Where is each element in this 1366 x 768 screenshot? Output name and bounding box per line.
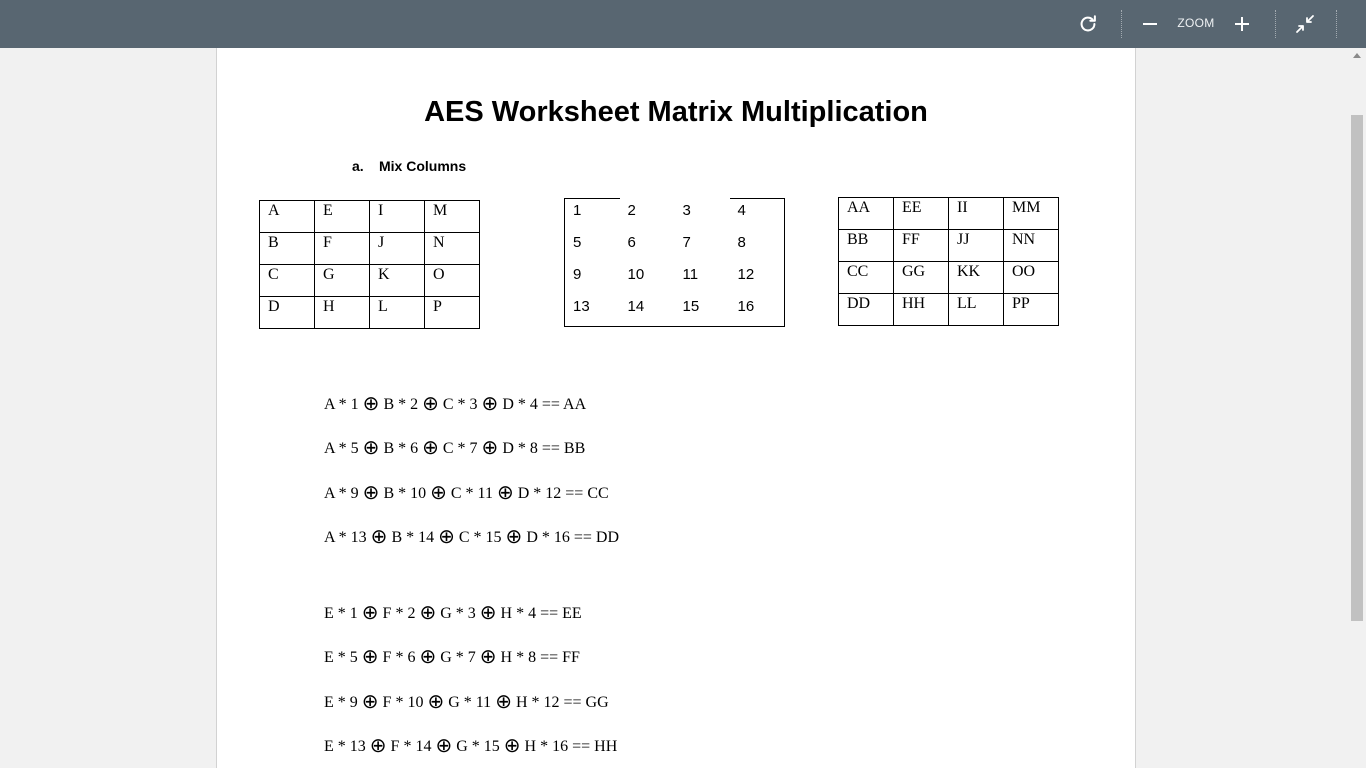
matrix-cell: E (315, 201, 370, 233)
matrix-cell: J (370, 233, 425, 265)
matrix-cell: 1 (565, 199, 620, 231)
matrix-cell: NN (1004, 230, 1059, 262)
toolbar-divider (1336, 10, 1338, 38)
equation-term: G * 7 (440, 649, 476, 666)
equation-term: G * 15 (456, 738, 500, 755)
equation-line (324, 435, 585, 460)
equation-term: C * 7 (442, 440, 478, 457)
xor-symbol: ⊕ (370, 526, 388, 548)
equation-line (324, 600, 582, 625)
matrix-row (260, 265, 480, 297)
equation-term: E * 5 (324, 649, 358, 666)
toolbar-divider (1275, 10, 1277, 38)
zoom-out-icon (1142, 16, 1158, 32)
matrix-cell: CC (839, 262, 894, 294)
equation-term: H * 16 == HH (524, 738, 618, 755)
matrix-cell: G (315, 265, 370, 297)
matrix-row (565, 263, 785, 295)
matrix-row (260, 201, 480, 233)
matrix-cell: K (370, 265, 425, 297)
xor-symbol: ⊕ (362, 437, 380, 459)
xor-symbol: ⊕ (481, 393, 499, 415)
mix-column-matrix (564, 198, 785, 327)
matrix-row (839, 262, 1059, 294)
xor-symbol: ⊕ (427, 691, 445, 713)
equation-term: D * 8 == BB (502, 440, 586, 457)
equation-term: E * 13 (324, 738, 366, 755)
matrix-row (260, 233, 480, 265)
xor-symbol: ⊕ (479, 602, 497, 624)
matrix-cell: 11 (682, 265, 699, 283)
equation-term: B * 2 (383, 396, 419, 413)
equation-term: B * 10 (383, 485, 427, 502)
equation-term: F * 2 (382, 605, 416, 622)
section-marker: a. (352, 158, 364, 174)
matrix-cell: 14 (627, 297, 645, 315)
matrix-cell: 5 (565, 231, 620, 263)
document-page (216, 48, 1136, 768)
matrix-cell: F (315, 233, 370, 265)
equation-term: A * 5 (324, 440, 359, 457)
section-heading (352, 158, 466, 174)
matrix-row (565, 231, 785, 263)
equation-term: D * 12 == CC (517, 485, 609, 502)
xor-symbol: ⊕ (361, 646, 379, 668)
xor-symbol: ⊕ (419, 646, 437, 668)
section-title: Mix Columns (379, 158, 467, 174)
matrix-cell: DD (839, 294, 894, 326)
xor-symbol: ⊕ (422, 437, 439, 459)
xor-symbol: ⊕ (369, 735, 387, 757)
zoom-in-button[interactable] (1226, 8, 1258, 40)
equation-term: C * 3 (442, 396, 478, 413)
equation-term: C * 15 (458, 529, 502, 546)
rotate-icon (1077, 13, 1099, 35)
matrix-cell: 2 (627, 201, 636, 219)
xor-symbol: ⊕ (435, 735, 453, 757)
equation-term: F * 10 (382, 694, 424, 711)
matrix-cell: II (949, 198, 1004, 230)
matrix-cell: JJ (949, 230, 1004, 262)
matrix-cell: P (425, 297, 480, 329)
matrix-cell: O (425, 265, 480, 297)
xor-symbol: ⊕ (422, 393, 439, 415)
xor-symbol: ⊕ (361, 691, 379, 713)
equation-line (324, 644, 580, 669)
matrix-row (839, 198, 1059, 230)
viewer-toolbar (0, 0, 1366, 48)
matrix-cell: A (260, 201, 315, 233)
equation-term: F * 14 (390, 738, 432, 755)
xor-symbol: ⊕ (496, 482, 514, 504)
matrix-cell: D (260, 297, 315, 329)
matrix-cell: GG (894, 262, 949, 294)
matrix-cell: C (260, 265, 315, 297)
matrix-cell: B (260, 233, 315, 265)
xor-symbol: ⊕ (361, 602, 379, 624)
equation-term: B * 6 (383, 440, 419, 457)
matrix-cell: 10 (627, 265, 645, 283)
matrix-cell: FF (894, 230, 949, 262)
xor-symbol: ⊕ (495, 691, 512, 713)
xor-symbol: ⊕ (362, 393, 380, 415)
equation-term: C * 11 (450, 485, 493, 502)
equation-term: H * 12 == GG (515, 694, 609, 711)
matrix-cell: L (370, 297, 425, 329)
xor-symbol: ⊕ (505, 526, 523, 548)
matrix-cell: 9 (565, 263, 620, 295)
matrix-row (839, 294, 1059, 326)
state-matrix (259, 200, 480, 329)
equation-term: A * 1 (324, 396, 359, 413)
equation-line (324, 480, 609, 505)
equation-term: E * 1 (324, 605, 358, 622)
matrix-cell: 4 (730, 199, 785, 231)
exit-fullscreen-icon (1295, 14, 1315, 34)
matrix-cell: 13 (565, 295, 620, 327)
matrix-row (565, 199, 785, 231)
xor-symbol: ⊕ (419, 602, 437, 624)
zoom-label: ZOOM (1177, 16, 1215, 30)
xor-symbol: ⊕ (362, 482, 380, 504)
equation-term: D * 16 == DD (526, 529, 620, 546)
matrix-row (260, 297, 480, 329)
matrix-row (565, 295, 785, 327)
matrix-cell: KK (949, 262, 1004, 294)
matrix-cell: 6 (627, 233, 636, 251)
equation-term: B * 14 (391, 529, 435, 546)
matrix-cell: M (425, 201, 480, 233)
equation-line (324, 524, 619, 549)
matrix-cell: H (315, 297, 370, 329)
equation-term: H * 8 == FF (500, 649, 580, 666)
equation-term: G * 3 (440, 605, 476, 622)
equation-line (324, 391, 586, 416)
scroll-up-arrow-icon[interactable] (1353, 53, 1361, 58)
rotate-button[interactable] (1072, 8, 1104, 40)
xor-symbol: ⊕ (438, 526, 455, 548)
xor-symbol: ⊕ (481, 437, 499, 459)
matrix-cell: 15 (682, 297, 700, 315)
matrix-cell: 3 (682, 201, 691, 219)
matrix-cell: BB (839, 230, 894, 262)
equation-term: G * 11 (448, 694, 492, 711)
toolbar-divider (1121, 10, 1123, 38)
matrix-cell: 12 (730, 263, 785, 295)
equation-term: E * 9 (324, 694, 358, 711)
equation-term: D * 4 == AA (502, 396, 587, 413)
vertical-scrollbar[interactable] (1349, 48, 1366, 768)
zoom-out-button[interactable] (1134, 8, 1166, 40)
scrollbar-thumb[interactable] (1351, 115, 1363, 621)
xor-symbol: ⊕ (430, 482, 447, 504)
matrix-cell: HH (894, 294, 949, 326)
xor-symbol: ⊕ (503, 735, 521, 757)
matrix-cell: AA (839, 198, 894, 230)
matrix-cell: PP (1004, 294, 1059, 326)
equation-term: H * 4 == EE (500, 605, 582, 622)
matrix-cell: EE (894, 198, 949, 230)
matrix-cell: 8 (730, 231, 785, 263)
equation-term: F * 6 (382, 649, 416, 666)
result-matrix (838, 197, 1059, 326)
matrix-cell: I (370, 201, 425, 233)
matrix-cell: LL (949, 294, 1004, 326)
matrix-cell: MM (1004, 198, 1059, 230)
equation-term: A * 9 (324, 485, 359, 502)
matrix-cell: 16 (730, 295, 785, 327)
xor-symbol: ⊕ (479, 646, 497, 668)
equation-term: A * 13 (324, 529, 367, 546)
matrix-cell: 7 (682, 233, 691, 251)
zoom-in-icon (1234, 16, 1250, 32)
page-title: AES Worksheet Matrix Multiplication (424, 96, 928, 128)
matrix-cell: OO (1004, 262, 1059, 294)
equation-line (324, 689, 609, 714)
matrix-row (839, 230, 1059, 262)
equation-line (324, 733, 617, 758)
document-viewer (0, 48, 1366, 768)
exit-fullscreen-button[interactable] (1289, 8, 1321, 40)
matrix-cell: N (425, 233, 480, 265)
